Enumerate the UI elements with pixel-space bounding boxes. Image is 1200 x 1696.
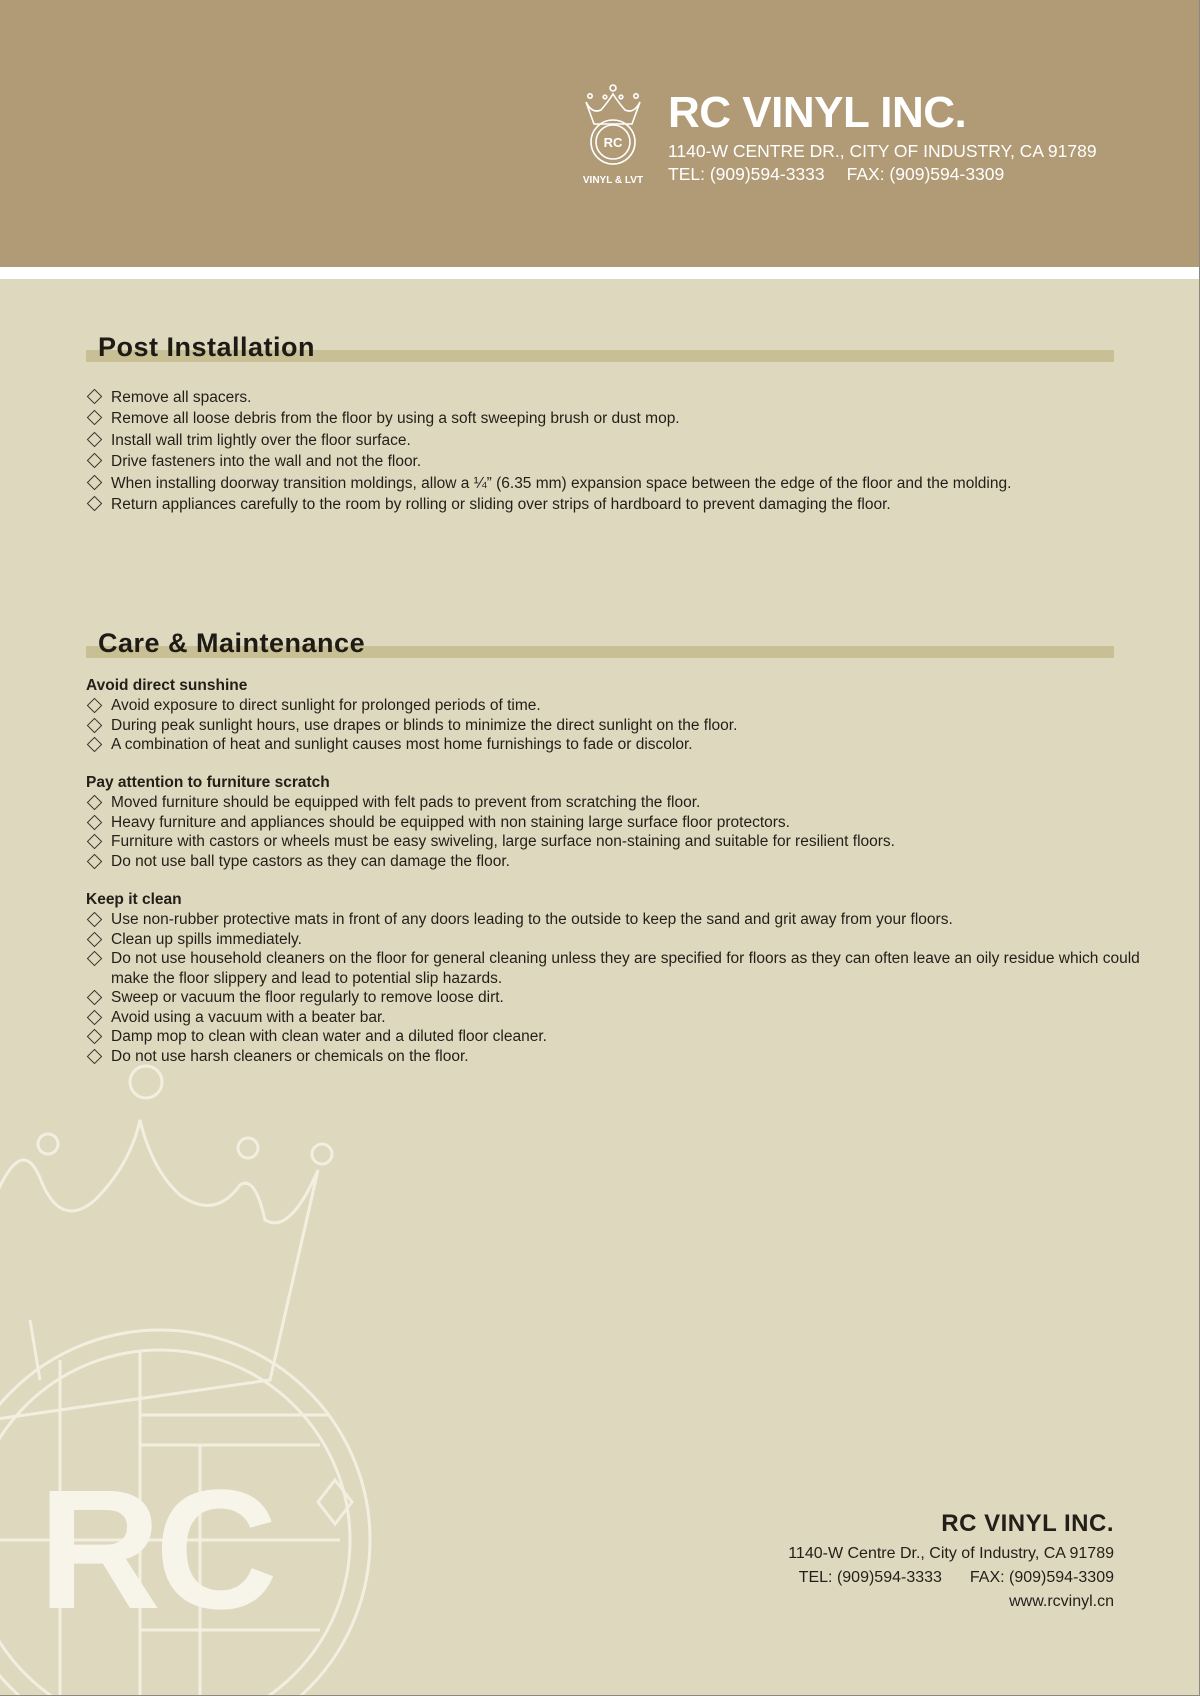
list-item-text: Clean up spills immediately. bbox=[111, 930, 302, 948]
list-item-text: Heavy furniture and appliances should be equipped with non staining large surface floor protectors. bbox=[111, 813, 790, 831]
list-item bbox=[86, 793, 1146, 813]
list-item bbox=[86, 716, 1146, 736]
list-item-text: Avoid using a vacuum with a beater bar. bbox=[111, 1008, 386, 1026]
list-item-text: Moved furniture should be equipped with felt pads to prevent from scratching the floor. bbox=[111, 794, 701, 811]
diamond-bullet-icon bbox=[87, 389, 103, 405]
diamond-bullet-icon bbox=[87, 951, 103, 967]
list-item bbox=[86, 430, 1146, 451]
list-item-text: Use non-rubber protective mats in front of any doors leading to the outside to keep the sand and grit away from your floors. bbox=[111, 911, 953, 928]
list-item bbox=[86, 696, 1146, 716]
company-phone-line bbox=[668, 164, 1004, 185]
diamond-bullet-icon bbox=[87, 496, 103, 512]
post-installation-title: Post Installation bbox=[98, 332, 316, 362]
sunshine-list bbox=[86, 696, 1146, 755]
diamond-bullet-icon bbox=[87, 717, 103, 733]
list-item-text: Furniture with castors or wheels must be easy swiveling, large surface non-staining and suitable for resilient floors. bbox=[111, 833, 895, 850]
list-item bbox=[86, 1008, 1146, 1028]
diamond-bullet-icon bbox=[87, 853, 103, 869]
diamond-bullet-icon bbox=[87, 474, 103, 490]
company-address: 1140-W CENTRE DR., CITY OF INDUSTRY, CA 91789 bbox=[668, 141, 1097, 161]
list-item bbox=[86, 1027, 1146, 1047]
footer-company-name: RC VINYL INC. bbox=[941, 1510, 1114, 1537]
subheading-clean: Keep it clean bbox=[86, 891, 182, 908]
diamond-bullet-icon bbox=[87, 990, 103, 1006]
list-item bbox=[86, 387, 1146, 408]
list-item bbox=[86, 451, 1146, 472]
list-item-text: A combination of heat and sunlight causes most home furnishings to fade or discolor. bbox=[111, 736, 693, 753]
post-installation-header bbox=[86, 332, 1114, 366]
diamond-bullet-icon bbox=[87, 1009, 103, 1025]
list-item-text: Do not use household cleaners on the floor for general cleaning unless they are specified for floors as they can often leave an oily residue which could make the floor slippery and lead to potential slip hazards. bbox=[111, 950, 1140, 987]
list-item-text: Remove all spacers. bbox=[111, 389, 252, 406]
footer-address: 1140-W Centre Dr., City of Industry, CA 91789 bbox=[788, 1545, 1114, 1562]
list-item bbox=[86, 813, 1146, 833]
diamond-bullet-icon bbox=[87, 453, 103, 469]
list-item bbox=[86, 494, 1146, 515]
list-item-text: Sweep or vacuum the floor regularly to remove loose dirt. bbox=[111, 989, 504, 1006]
svg-text:RC: RC bbox=[603, 135, 623, 150]
diamond-bullet-icon bbox=[87, 432, 103, 448]
furniture-list bbox=[86, 793, 1146, 871]
clean-list bbox=[86, 910, 1146, 1066]
care-maintenance-title: Care & Maintenance bbox=[98, 628, 366, 658]
list-item-text: Avoid exposure to direct sunlight for prolonged periods of time. bbox=[111, 697, 541, 714]
diamond-bullet-icon bbox=[87, 698, 103, 714]
list-item-text: Do not use harsh cleaners or chemicals on the floor. bbox=[111, 1047, 469, 1065]
list-item bbox=[86, 949, 1141, 988]
list-item bbox=[86, 930, 1146, 950]
list-item-text: Remove all loose debris from the floor by using a soft sweeping brush or dust mop. bbox=[111, 410, 680, 428]
list-item-text: Do not use ball type castors as they can damage the floor. bbox=[111, 852, 510, 870]
watermark-letters: RC bbox=[38, 1455, 272, 1645]
care-maintenance-header bbox=[86, 628, 1114, 662]
footer-tel: TEL: (909)594-3333 bbox=[798, 1569, 942, 1586]
company-fax: FAX: (909)594-3309 bbox=[846, 164, 1005, 184]
list-item bbox=[86, 473, 1146, 494]
list-item-text: When installing doorway transition moldings, allow a ¼” (6.35 mm) expansion space between the edge of the floor and the molding. bbox=[111, 474, 1012, 492]
list-item bbox=[86, 910, 1146, 930]
list-item bbox=[86, 408, 1146, 429]
subheading-furniture: Pay attention to furniture scratch bbox=[86, 774, 330, 791]
diamond-bullet-icon bbox=[87, 814, 103, 830]
footer-website-link[interactable]: www.rcvinyl.cn bbox=[1009, 1593, 1114, 1610]
list-item-text: Return appliances carefully to the room by rolling or sliding over strips of hardboard to prevent damaging the floor. bbox=[111, 495, 891, 513]
diamond-bullet-icon bbox=[87, 795, 103, 811]
list-item-text: During peak sunlight hours, use drapes or blinds to minimize the direct sunlight on the floor. bbox=[111, 716, 738, 734]
list-item bbox=[86, 735, 1146, 755]
list-item-text: Damp mop to clean with clean water and a diluted floor cleaner. bbox=[111, 1028, 547, 1045]
diamond-bullet-icon bbox=[87, 737, 103, 753]
crown-logo-icon bbox=[578, 84, 648, 190]
footer-fax: FAX: (909)594-3309 bbox=[969, 1569, 1114, 1586]
diamond-bullet-icon bbox=[87, 1029, 103, 1045]
header-divider bbox=[0, 267, 1200, 279]
company-name: RC VINYL INC. bbox=[668, 88, 967, 137]
list-item-text: Install wall trim lightly over the floor surface. bbox=[111, 431, 411, 449]
list-item bbox=[86, 832, 1146, 852]
list-item bbox=[86, 988, 1146, 1008]
footer-phone-line bbox=[799, 1569, 1114, 1587]
diamond-bullet-icon bbox=[87, 410, 103, 426]
diamond-bullet-icon bbox=[87, 931, 103, 947]
diamond-bullet-icon bbox=[87, 912, 103, 928]
crown-watermark-icon bbox=[0, 1060, 420, 1696]
company-tel: TEL: (909)594-3333 bbox=[668, 164, 825, 184]
diamond-bullet-icon bbox=[87, 834, 103, 850]
logo-caption: VINYL & LVT bbox=[582, 175, 644, 186]
diamond-bullet-icon bbox=[87, 1048, 103, 1064]
subheading-sunshine: Avoid direct sunshine bbox=[86, 677, 248, 694]
list-item-text: Drive fasteners into the wall and not the floor. bbox=[111, 453, 422, 471]
list-item bbox=[86, 1047, 1146, 1067]
post-installation-list bbox=[86, 387, 1146, 515]
list-item bbox=[86, 852, 1146, 872]
